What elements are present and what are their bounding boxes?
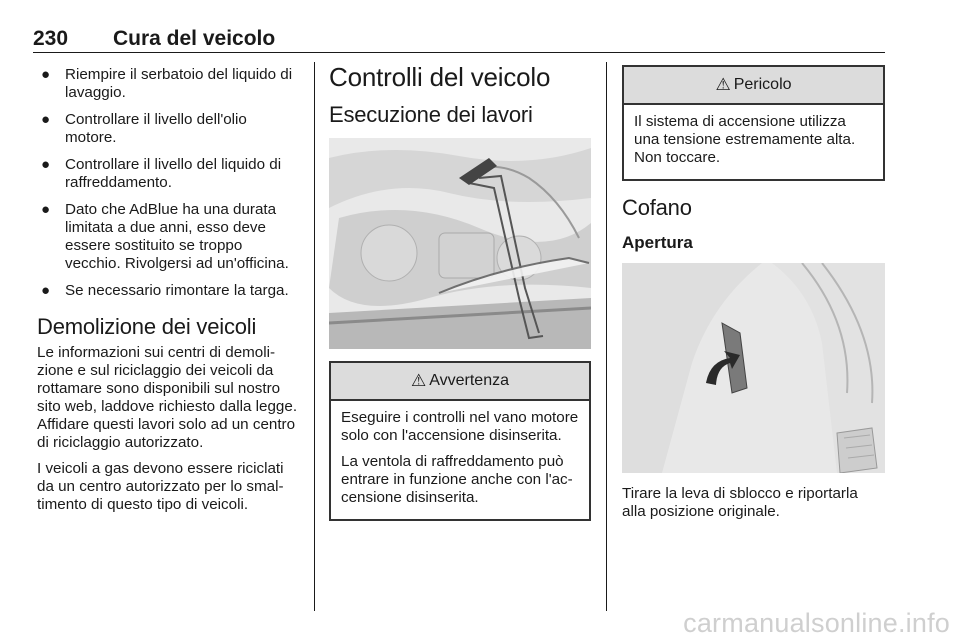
list-item: ● Se necessario rimontare la targa.: [41, 282, 289, 299]
column-right: [622, 62, 885, 529]
warning-paragraph: La ventola di raffreddamento può entrare in funzione anche con l'accensione disinserita.: [341, 453, 573, 506]
hood-release-illustration: [622, 263, 885, 473]
section-title: Cura del veicolo: [113, 27, 276, 50]
list-item: ● Dato che AdBlue ha una durata limitata a due anni, esso deve essere sostituito se troppo vecchio. Rivolgersi ad un'officina.: [41, 201, 289, 272]
column-divider: [314, 62, 315, 611]
list-item: ● Controllare il livello dell'olio motore.: [41, 111, 247, 146]
column-divider: [606, 62, 607, 611]
demolition-heading: Demolizione dei veicoli: [37, 314, 257, 339]
column-middle: [329, 62, 591, 521]
warning-header: [331, 363, 589, 401]
danger-paragraph: Il sistema di accensione utilizza una tensione estremamente alta. Non toccare.: [634, 113, 856, 166]
warning-body: [331, 401, 589, 519]
work-execution-heading: Esecuzione dei lavori: [329, 102, 533, 127]
page-header: [33, 27, 885, 53]
hood-heading: Cofano: [622, 195, 692, 220]
warning-triangle-icon: ⚠: [715, 75, 731, 94]
demolition-paragraph: I veicoli a gas devono essere riciclati da un centro autorizzato per lo smaltimento di questo tipo di veicoli.: [37, 460, 284, 513]
danger-body: [624, 105, 883, 179]
list-item: ● Controllare il livello del liquido di raffreddamento.: [41, 156, 282, 191]
list-item: ● Riempire il serbatoio del liquido di lavaggio.: [41, 66, 293, 101]
opening-subheading: Apertura: [622, 233, 693, 252]
warning-triangle-icon: ⚠: [411, 371, 427, 390]
warning-title: Avvertenza: [429, 372, 509, 389]
page-number: 230: [33, 27, 69, 50]
demolition-paragraph: Le informazioni sui centri di demolizione e sul riciclaggio dei veicoli da rottamare sono disponibili sul nostro sito web, laddove richiesto dalla legge. Affidare questi lavori solo ad un centro di riciclaggio autorizzato.: [37, 344, 298, 451]
watermark: carmanualsonline.info: [683, 608, 950, 638]
column-left: [37, 62, 299, 522]
vehicle-checks-heading: Controlli del veicolo: [329, 62, 551, 92]
warning-paragraph: Eseguire i controlli nel vano motore solo con l'accensione disinserita.: [341, 409, 579, 444]
danger-title: Pericolo: [733, 76, 792, 93]
hood-caption: Tirare la leva di sblocco e riportarla alla posizione originale.: [622, 485, 858, 520]
danger-box: [622, 65, 885, 181]
engine-bay-illustration: [329, 138, 591, 349]
bullet-list: [37, 66, 299, 300]
warning-box: [329, 361, 591, 521]
danger-header: [624, 67, 883, 105]
